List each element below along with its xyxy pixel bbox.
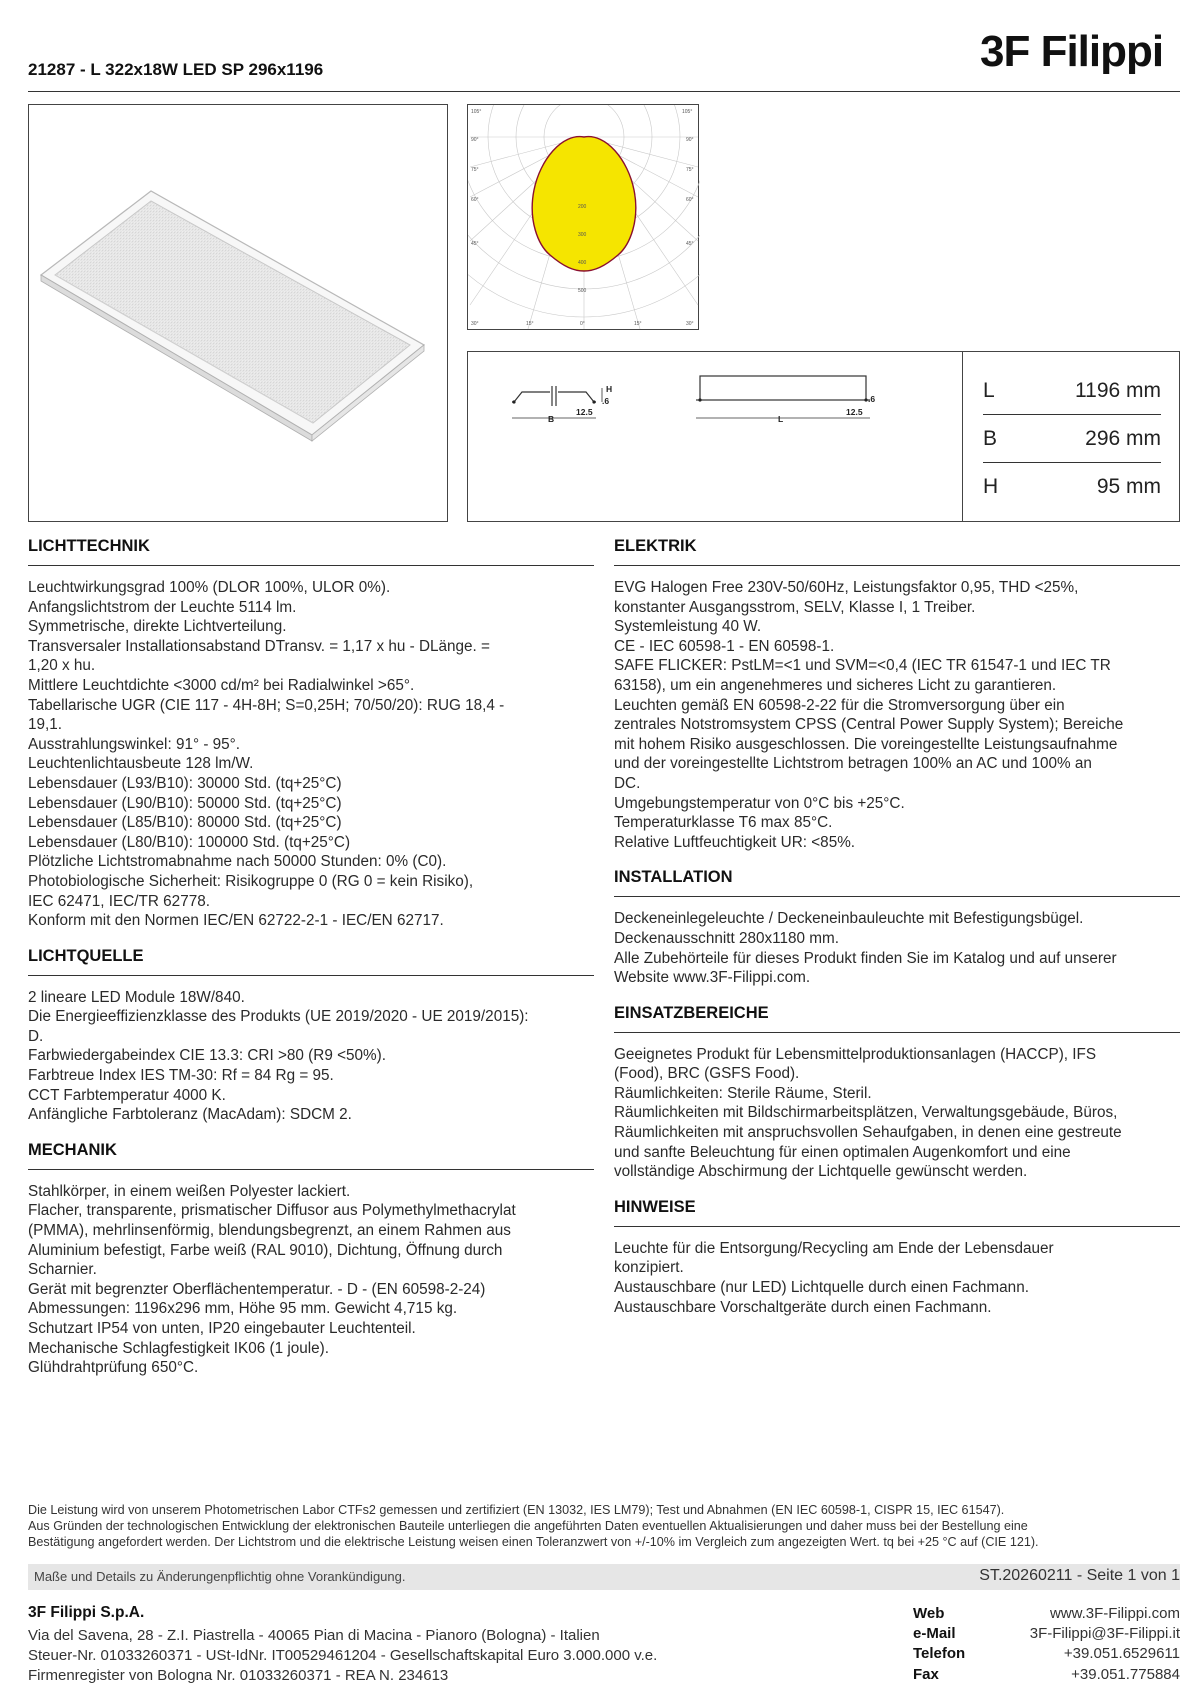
spec-line: CCT Farbtemperatur 4000 K. xyxy=(28,1086,226,1104)
polar-bottom-angle: 15° xyxy=(634,321,642,327)
spec-line: Lebensdauer (L80/B10): 100000 Std. (tq+25°C) xyxy=(28,833,351,851)
section-heading: HINWEISE xyxy=(614,1196,1180,1227)
section-heading: LICHTQUELLE xyxy=(28,945,594,976)
polar-radial-value: 400 xyxy=(578,260,587,266)
spec-line: Austauschbare Vorschaltgeräte durch einen Fachmann. xyxy=(614,1298,992,1316)
dimension-key: H xyxy=(983,475,999,498)
spec-line: Stahlkörper, in einem weißen Polyester lackiert. xyxy=(28,1182,351,1200)
spec-line: Flacher, transparente, prismatischer Diffusor aus Polymethylmethacrylat xyxy=(28,1202,516,1220)
spec-line: und der voreingestellte Lichtstrom betragen 100% an AC und 100% an xyxy=(614,755,1092,773)
company-details xyxy=(28,1626,657,1686)
polar-bottom-angle: 15° xyxy=(526,321,534,327)
spec-line: IEC 62471, IEC/TR 62778. xyxy=(28,892,210,910)
dimension-key: L xyxy=(983,379,995,402)
dimension-value: 1196 mm xyxy=(1075,379,1161,402)
spec-line: Schutzart IP54 von unten, IP20 eingebauter Leuchtenteil. xyxy=(28,1320,416,1337)
disclaimer-line: Die Leistung wird von unserem Photometrischen Labor CTFs2 gemessen und zertifiziert (EN 13032, IES LM79); Test und Abnahmen (EN IEC 60598-1, CISPR 15, IEC 61547). xyxy=(28,1503,1005,1517)
polar-radial-value: 200 xyxy=(578,204,587,210)
spec-line: Deckeneinlegeleuchte / Deckeneinbauleuchte mit Befestigungsbügel. xyxy=(614,910,1084,928)
spec-line: Lebensdauer (L90/B10): 50000 Std. (tq+25°C) xyxy=(28,794,342,812)
company-logo xyxy=(980,26,1180,74)
polar-radial-value: 300 xyxy=(578,232,587,238)
contact-row-fax xyxy=(913,1665,1180,1685)
spec-line: Plötzliche Lichtstromabnahme nach 50000 Stunden: 0% (C0). xyxy=(28,853,447,871)
spec-line: Relative Luftfeuchtigkeit UR: <85%. xyxy=(614,833,856,851)
section-mechanik xyxy=(28,1139,594,1378)
spec-line: Aluminium befestigt, Farbe weiß (RAL 9010), Dichtung, Öffnung durch xyxy=(28,1241,503,1259)
section-einsatzbereiche xyxy=(614,1002,1180,1182)
contact-block xyxy=(913,1604,1180,1685)
spec-line: und sanfte Beleuchtung für einen optimalen Augenkomfort und eine xyxy=(614,1143,1071,1161)
drawing-h-label: H xyxy=(606,384,613,394)
contact-row-email xyxy=(913,1624,1180,1644)
header-rule xyxy=(28,91,1180,92)
contact-row-phone xyxy=(913,1644,1180,1664)
polar-bottom-angle: 0° xyxy=(580,321,585,327)
polar-left-angle: 45° xyxy=(471,241,479,247)
spec-line: Anfängliche Farbtoleranz (MacAdam): SDCM 2. xyxy=(28,1106,352,1124)
email-link[interactable]: 3F-Filippi@3F-Filippi.it xyxy=(1029,1625,1180,1643)
dimension-value: 296 mm xyxy=(1085,427,1161,450)
website-link[interactable]: www.3F-Filippi.com xyxy=(1049,1605,1180,1622)
section-heading: INSTALLATION xyxy=(614,866,1180,897)
spec-line: Website www.3F-Filippi.com. xyxy=(614,969,811,987)
dimension-row-height xyxy=(983,463,1161,511)
spec-line: Lebensdauer (L85/B10): 80000 Std. (tq+25°C) xyxy=(28,814,342,832)
section-installation xyxy=(614,866,1180,987)
spec-line: Leuchtenlichtausbeute 128 lm/W. xyxy=(28,755,254,773)
right-column xyxy=(614,535,1180,1331)
contact-label: Telefon xyxy=(913,1645,966,1663)
spec-line: Austauschbare (nur LED) Lichtquelle durch einen Fachmann. xyxy=(614,1279,1029,1297)
polar-chart-svg xyxy=(468,105,700,331)
notice-bar xyxy=(28,1564,1180,1590)
spec-line: D. xyxy=(28,1027,44,1045)
polar-radial-value: 500 xyxy=(578,288,587,294)
polar-label-br: 30° xyxy=(686,321,694,327)
polar-left-angle: 60° xyxy=(471,197,479,203)
change-notice: Maße und Details zu Änderungenpflichtig ohne Vorankündigung. xyxy=(34,1569,406,1584)
phone-number: +39.051.6529611 xyxy=(1063,1645,1180,1663)
spec-line: SAFE FLICKER: PstLM=<1 und SVM=<0,4 (IEC TR 61547-1 und IEC TR xyxy=(614,657,1111,675)
spec-line: Leuchtwirkungsgrad 100% (DLOR 100%, ULOR 0%). xyxy=(28,579,391,596)
company-name: 3F Filippi S.p.A. xyxy=(28,1604,145,1621)
company-detail-line: Steuer-Nr. 01033260371 - USt-IdNr. IT00529461204 - Gesellschaftskapital Euro 3.000.000 v.e. xyxy=(28,1647,658,1664)
spec-line: Gerät mit begrenzter Oberflächentemperatur. - D - (EN 60598-2-24) xyxy=(28,1280,486,1298)
dimension-row-width xyxy=(983,415,1161,463)
disclaimer-line: Aus Gründen der technologischen Entwicklung der elektronischen Bauteile unterliegen die angeführten Daten eventuellen Aktualisierungen und daher muss bei der Bestellung eine xyxy=(28,1519,1028,1533)
spec-line: 1,20 x hu. xyxy=(28,657,96,675)
polar-label-tr: 105° xyxy=(682,109,693,115)
contact-label: Web xyxy=(913,1605,945,1622)
spec-line: (PMMA), mehrlinsenförmig, blendungsbegrenzt, an einem Rahmen aus xyxy=(28,1222,511,1240)
spec-line: Anfangslichtstrom der Leuchte 5114 lm. xyxy=(28,598,297,616)
spec-line: Farbtreue Index IES TM-30: Rf = 84 Rg = 95. xyxy=(28,1067,334,1085)
drawing-dim-12-5: 12.5 xyxy=(576,407,593,417)
spec-line: Geeignetes Produkt für Lebensmittelproduktionsanlagen (HACCP), IFS xyxy=(614,1045,1097,1063)
drawing-dim-12-5: 12.5 xyxy=(846,407,863,417)
section-lichttechnik xyxy=(28,535,594,931)
spec-line: Leuchten gemäß EN 60598-2-22 für die Stromversorgung über ein xyxy=(614,696,1065,714)
contact-row-web xyxy=(913,1604,1180,1624)
company-detail-line: Via del Savena, 28 - Z.I. Piastrella - 40065 Pian di Macina - Pianoro (Bologna) - Italien xyxy=(28,1627,600,1644)
contact-label: Fax xyxy=(913,1665,939,1683)
section-heading: MECHANIK xyxy=(28,1139,594,1170)
spec-line: Alle Zubehörteile für dieses Produkt finden Sie im Katalog und auf unserer xyxy=(614,949,1117,967)
polar-label-tl: 105° xyxy=(471,109,482,115)
spec-line: Glühdrahtprüfung 650°C. xyxy=(28,1359,199,1377)
polar-right-angle: 75° xyxy=(686,167,694,173)
section-heading: LICHTTECHNIK xyxy=(28,535,594,566)
spec-line: EVG Halogen Free 230V-50/60Hz, Leistungsfaktor 0,95, THD <25%, xyxy=(614,579,1079,596)
spec-line: vollständige Abschirmung der Lichtquelle gewünscht werden. xyxy=(614,1163,1028,1181)
polar-right-angle: 90° xyxy=(686,137,694,143)
spec-line: DC. xyxy=(614,774,641,792)
spec-line: Ausstrahlungswinkel: 91° - 95°. xyxy=(28,735,241,753)
spec-line: Temperaturklasse T6 max 85°C. xyxy=(614,814,833,832)
polar-left-angle: 75° xyxy=(471,167,479,173)
contact-label: e-Mail xyxy=(913,1625,956,1643)
spec-line: Deckenausschnitt 280x1180 mm. xyxy=(614,929,840,947)
section-heading: ELEKTRIK xyxy=(614,535,1180,566)
spec-line: Tabellarische UGR (CIE 117 - 4H-8H; S=0,25H; 70/50/20): RUG 18,4 - xyxy=(28,696,505,714)
spec-line: Umgebungstemperatur von 0°C bis +25°C. xyxy=(614,794,905,812)
dimension-row-length xyxy=(983,367,1161,415)
spec-line: Die Energieeffizienzklasse des Produkts (UE 2019/2020 - UE 2019/2015): xyxy=(28,1008,529,1026)
polar-right-angle: 45° xyxy=(686,241,694,247)
spec-line: 63158), um ein angenehmeres und sicheres Licht zu garantieren. xyxy=(614,676,1057,694)
spec-line: CE - IEC 60598-1 - EN 60598-1. xyxy=(614,637,835,655)
section-lichtquelle xyxy=(28,945,594,1125)
drawing-l-label: L xyxy=(778,414,784,424)
spec-line: Photobiologische Sicherheit: Risikogruppe 0 (RG 0 = kein Risiko), xyxy=(28,872,474,890)
polar-label-bl: 30° xyxy=(471,321,479,327)
product-title: 21287 - L 322x18W LED SP 296x1196 xyxy=(28,60,324,79)
dimension-table-divider xyxy=(962,351,963,522)
dimension-value: 95 mm xyxy=(1096,475,1161,498)
spec-line: zentrales Notstromsystem CPSS (Central Power Supply System); Bereiche xyxy=(614,716,1124,734)
spec-line: mit hohem Risiko ausgeschlossen. Die voreingestellte Leistungsaufnahme xyxy=(614,735,1118,753)
spec-line: Mittlere Leuchtdichte <3000 cd/m² bei Radialwinkel >65°. xyxy=(28,676,415,694)
polar-diagram xyxy=(467,104,699,330)
spec-line: Konform mit den Normen IEC/EN 62722-2-1 - IEC/EN 62717. xyxy=(28,912,444,930)
logo-text: 3F Filippi xyxy=(980,27,1164,74)
section-heading: EINSATZBEREICHE xyxy=(614,1002,1180,1033)
luminaire-image xyxy=(29,105,448,522)
spec-line: Räumlichkeiten: Sterile Räume, Steril. xyxy=(614,1084,872,1102)
section-elektrik xyxy=(614,535,1180,852)
document-code: ST.20260211 - Seite 1 von 1 xyxy=(979,1567,1180,1584)
spec-line: Farbwiedergabeindex CIE 13.3: CRI >80 (R9 <50%). xyxy=(28,1047,386,1065)
drawing-dim-6: .6 xyxy=(602,396,610,406)
product-photo xyxy=(28,104,448,522)
left-column xyxy=(28,535,594,1392)
disclaimer xyxy=(28,1502,1180,1550)
spec-line: Mechanische Schlagfestigkeit IK06 (1 joule). xyxy=(28,1339,330,1357)
spec-line: 19,1. xyxy=(28,716,63,734)
spec-line: Symmetrische, direkte Lichtverteilung. xyxy=(28,618,287,636)
drawing-b-label: B xyxy=(548,414,555,424)
spec-line: Systemleistung 40 W. xyxy=(614,618,762,636)
spec-line: Leuchte für die Entsorgung/Recycling am Ende der Lebensdauer xyxy=(614,1239,1054,1257)
spec-line: konzipiert. xyxy=(614,1259,684,1277)
disclaimer-line: Bestätigung angefordert werden. Der Lichtstrom und die elektrische Leistung weisen einen Toleranzwert von +/-10% im Vergleich zum angezeigten Wert. tq bei +25 °C auf (CIE 121). xyxy=(28,1535,1039,1549)
spec-line: Scharnier. xyxy=(28,1261,97,1279)
drawing-dim-6: .6 xyxy=(868,394,876,404)
spec-line: Lebensdauer (L93/B10): 30000 Std. (tq+25°C) xyxy=(28,774,342,792)
company-detail-line: Firmenregister von Bologna Nr. 01033260371 - REA N. 234613 xyxy=(28,1667,449,1684)
spec-line: (Food), BRC (GSFS Food). xyxy=(614,1065,800,1083)
polar-right-angle: 60° xyxy=(686,197,694,203)
polar-left-angle: 90° xyxy=(471,137,479,143)
spec-line: Räumlichkeiten mit anspruchsvollen Sehaufgaben, in denen eine gestreute xyxy=(614,1124,1122,1142)
technical-drawing xyxy=(468,352,963,521)
spec-line: Abmessungen: 1196x296 mm, Höhe 95 mm. Gewicht 4,715 kg. xyxy=(28,1300,458,1318)
spec-line: Transversaler Installationsabstand DTransv. = 1,17 x hu - DLänge. = xyxy=(28,637,490,655)
section-hinweise xyxy=(614,1196,1180,1317)
logo-graphic xyxy=(980,26,1180,74)
fax-number: +39.051.775884 xyxy=(1071,1665,1180,1683)
spec-line: Räumlichkeiten mit Bildschirmarbeitsplätzen, Verwaltungsgebäude, Büros, xyxy=(614,1104,1118,1122)
dimension-key: B xyxy=(983,427,998,450)
spec-line: 2 lineare LED Module 18W/840. xyxy=(28,988,245,1006)
spec-line: konstanter Ausgangsstrom, SELV, Klasse I, 1 Treiber. xyxy=(614,598,976,616)
